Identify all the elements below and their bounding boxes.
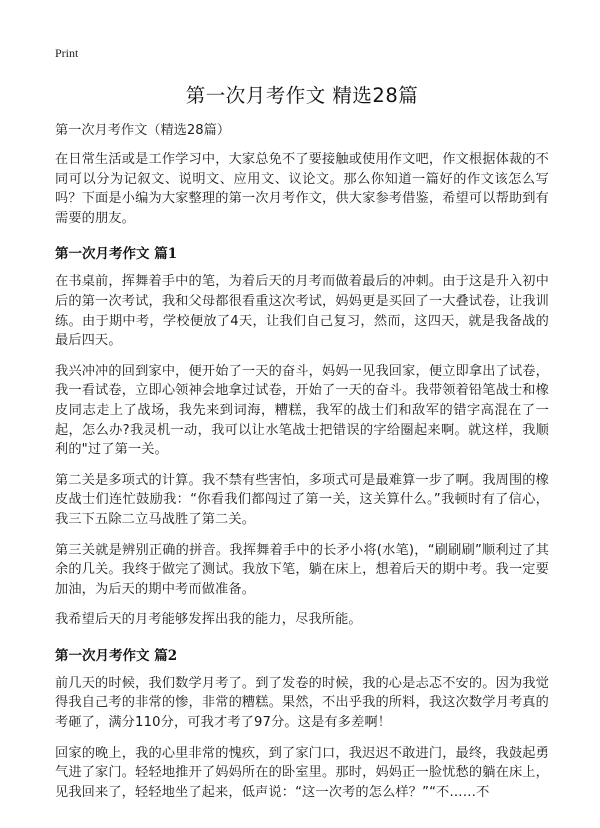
document-body [55,150,549,813]
section-1-paragraph: 在书桌前，挥舞着手中的笔，为着后天的月考而做着最后的冲刺。由于这是升入初中后的第一次考试，我和父母都很看重这次考试，妈妈更是买回了一大叠试卷，让我训练。由于期中考，学校便放了4天，让我们自己复习，然而，这四天，就是我备战的最后四天。 [55,274,549,349]
section-heading-1: 第一次月考作文 篇1 [55,246,178,263]
section-1-paragraph: 第三关就是辨别正确的拼音。我挥舞着手中的长矛小将(水笔)，“刷刷刷”顺利过了其余的几关。我终于做完了测试。我放下笔，躺在床上，想着后天的期中考。我一定要加油，为后天的期中考而做准备。 [55,542,549,597]
document-subtitle: 第一次月考作文（精选28篇） [55,123,231,138]
page-title: 第一次月考作文 精选28篇 [185,84,419,107]
section-2-paragraph: 前几天的时候，我们数学月考了。到了发卷的时候，我的心是忐忑不安的。因为我觉得我自己考的非常的惨，非常的糟糕。果然，不出乎我的所料，我这次数学月考真的考砸了，满分110分，可我才考了97分。这是有多差啊！ [55,675,549,731]
section-1-paragraph: 我希望后天的月考能够发挥出我的能力，尽我所能。 [55,612,362,628]
intro-paragraph: 在日常生活或是工作学习中，大家总免不了要接触或使用作文吧，作文根据体裁的不同可以分为记叙文、说明文、应用文、议论文。那么你知道一篇好的作文该怎么写吗？下面是小编为大家整理的第一次月考作文，供大家参考借鉴，希望可以帮助到有需要的朋友。 [55,152,549,226]
section-heading-2: 第一次月考作文 篇2 [55,647,178,664]
section-2-paragraph: 回家的晚上，我的心里非常的愧疚，到了家门口，我迟迟不敢进门，最终，我鼓起勇气进了家门。轻轻地推开了妈妈所在的卧室里。那时，妈妈正一脸忧愁的躺在床上，见我回来了，轻轻地坐了起来，低声说：“这一次考的怎么样？”“不……不 [55,745,549,800]
section-1-paragraph: 第二关是多项式的计算。我不禁有些害怕，多项式可是最难算一步了啊。我周围的橡皮战士们连忙鼓励我：“你看我们都闯过了第一关，这关算什么。”我顿时有了信心，我三下五除二立马战胜了第二关。 [55,472,549,527]
section-1-paragraph: 我兴冲冲的回到家中，便开始了一天的奋斗，妈妈一见我回家，便立即拿出了试卷，我一看试卷，立即心领神会地拿过试卷，开始了一天的奋斗。我带领着铅笔战士和橡皮同志走上了战场，我先来到词海，糟糕，我军的战士们和敌军的错字高混在了一起，怎么办?我灵机一动，我可以让水笔战士把错误的字给圈起来啊。就这样，我顺利的"过了第一关。 [55,363,549,458]
print-link[interactable]: Print [55,46,79,60]
